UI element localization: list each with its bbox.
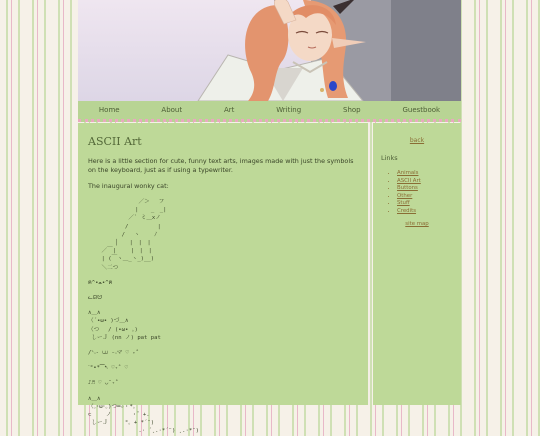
site-map-link[interactable]: site map bbox=[405, 221, 429, 227]
ascii-art-wonky-cat: ／＞ フ | _ _| ／` ミ＿xノ / | / ヽ ﾉ │ | | | ／￣| | | | | (￣ヽ＿_ヽ_)__) ＼二つ bbox=[101, 199, 167, 271]
character-illustration bbox=[78, 0, 461, 101]
ascii-art-item: ∧＿∧ （｡･ω･｡)つ━☆・*。 ⊂ ノ ・゜+. しーＪ °。+ *´¨) .· ´¸.·*´¨) ¸.·*¨) bbox=[88, 395, 199, 435]
list-item bbox=[397, 170, 455, 178]
page-wrapper bbox=[78, 0, 461, 435]
ascii-art-item: /ᐠ˵- ⩊ -˵マ ♡ ₊˚ bbox=[88, 350, 140, 357]
nav-link-about[interactable]: About bbox=[161, 106, 183, 114]
list-item bbox=[397, 193, 455, 201]
list-item bbox=[397, 200, 455, 208]
main-navigation bbox=[78, 101, 461, 122]
page-title: ASCII Art bbox=[88, 135, 142, 148]
ascii-art-item: ∧＿∧ （´•ω• )づ＿∧ （つ / (•ω• ｡) しーＪ (nn ノ) pat pat bbox=[88, 310, 161, 341]
ascii-art-item: ᓚᘏᗢ bbox=[88, 295, 103, 302]
links-list bbox=[379, 170, 455, 215]
list-item bbox=[397, 208, 455, 216]
nav-link-home[interactable]: Home bbox=[98, 106, 120, 114]
back-link[interactable]: back bbox=[409, 137, 425, 144]
cat-caption: The inaugural wonky cat: bbox=[88, 182, 169, 190]
sidebar bbox=[373, 123, 461, 405]
sidebar-link-ascii-art[interactable]: ASCII Art bbox=[397, 177, 421, 184]
sidebar-link-stuff[interactable]: Stuff bbox=[397, 200, 410, 206]
list-item bbox=[397, 185, 455, 193]
nav-link-art[interactable]: Art bbox=[223, 106, 235, 114]
ascii-art-item: ♪♬ ♡ ◡̈ ₊˚ bbox=[88, 380, 119, 387]
nav-link-shop[interactable]: Shop bbox=[343, 106, 361, 114]
list-item bbox=[397, 178, 455, 186]
header-banner-illustration bbox=[78, 0, 461, 101]
sidebar-link-buttons[interactable]: Buttons bbox=[397, 185, 418, 191]
sidebar-link-other[interactable]: Other bbox=[397, 192, 413, 199]
sidebar-link-credits[interactable]: Credits bbox=[397, 207, 417, 214]
intro-paragraph: Here is a little section for cute, funny text arts, images made with just the symbols on the keyboard, just as if using a typewriter. bbox=[88, 157, 354, 174]
sidebar-link-animals[interactable]: Animals bbox=[397, 170, 419, 176]
nav-link-guestbook[interactable]: Guestbook bbox=[402, 106, 441, 114]
ascii-art-item: ˋ°•*⁀➷ ♡₊˚ ♡ bbox=[88, 365, 129, 372]
links-heading: Links bbox=[381, 154, 398, 162]
main-content-panel bbox=[78, 123, 370, 435]
ascii-art-item: ฅ^•ﻌ•^ฅ bbox=[88, 279, 113, 286]
nav-link-writing[interactable]: Writing bbox=[276, 106, 302, 114]
